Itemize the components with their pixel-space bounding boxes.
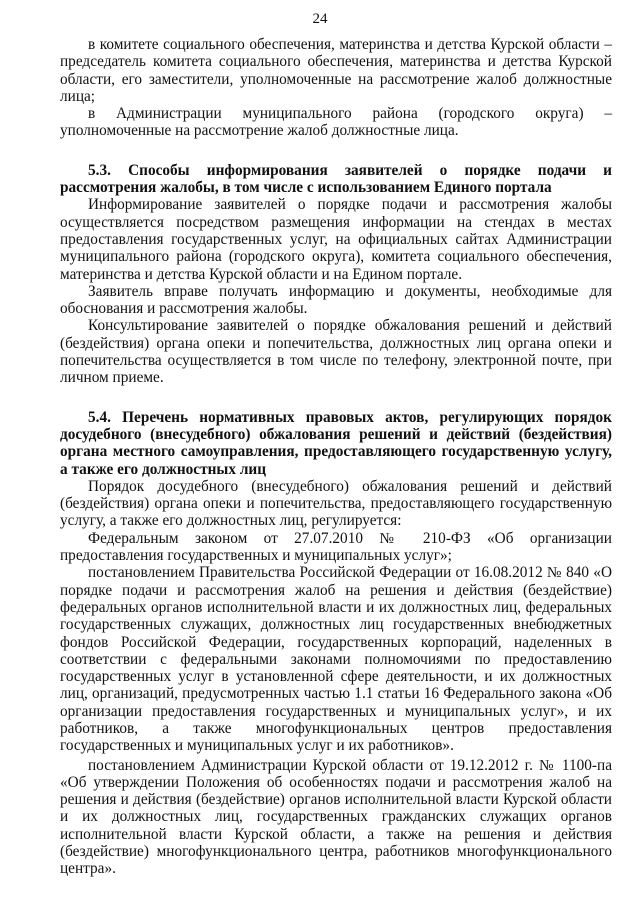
section-5-4-heading: 5.4. Перечень нормативных правовых актов, регулирующих порядок досудебного (внесудебного) обжалования решений и действий (бездействия) органа местного самоуправления, предоставляющего государственную услугу, а также его должностных лиц xyxy=(60,408,612,478)
page-number: 24 xyxy=(312,11,328,27)
document-body xyxy=(60,36,612,878)
paragraph-administration-officials: в Администрации муниципального района (городского округа) – уполномоченные на рассмотрение жалоб должностные лица. xyxy=(60,105,612,140)
section-5-3-paragraph-3: Консультирование заявителей о порядке обжалования решений и действий (бездействия) органа опеки и попечительства, должностных лиц органа опеки и попечительства осуществляется в том числе по телефону, электронной почте, при личном приеме. xyxy=(60,317,612,387)
section-5-4-paragraph-1: Порядок досудебного (внесудебного) обжалования решений и действий (бездействия) органа опеки и попечительства, предоставляющего государственную услугу, а также его должностных лиц, регулируется: xyxy=(60,477,612,530)
section-5-4-paragraph-4: постановлением Администрации Курской области от 19.12.2012 г. № 1100-па «Об утверждении Положения об особенностях подачи и рассмотрения жалоб на решения и действия (бездействие) органов исполнительной власти Курской области и их должностных лиц, государственных гражданских служащих органов исполнительной власти Курской области, а также на решения и действия (бездействие) многофункционального центра, работников многофункционального центра». xyxy=(60,756,612,878)
section-5-4-paragraph-2: Федеральным законом от 27.07.2010 № 210-ФЗ «Об организации предоставления государственных и муниципальных услуг»; xyxy=(60,529,612,565)
paragraph-committee-officials: в комитете социального обеспечения, материнства и детства Курской области – председатель комитета социального обеспечения, материнства и детства Курской области, его заместители, уполномоченные на рассмотрение жалоб должностные лица; xyxy=(60,36,612,105)
section-5-3-paragraph-2: Заявитель вправе получать информацию и документы, необходимые для обоснования и рассмотрения жалобы. xyxy=(60,282,612,318)
section-5-3-heading: 5.3. Способы информирования заявителей о порядке подачи и рассмотрения жалобы, в том числе с использованием Единого портала xyxy=(60,161,612,197)
section-5-4-paragraph-3: постановлением Правительства Российской Федерации от 16.08.2012 № 840 «О порядке подачи и рассмотрения жалоб на решения и действия (бездействие) федеральных органов исполнительной власти и их должностных лиц, федеральных государственных служащих, должностных лиц государственных внебюджетных фондов Российской Федерации, государственных корпораций, наделенных в соответствии с федеральными законами полномочиями по предоставлению государственных услуг в установленной сфере деятельности, и их должностных лиц, организаций, предусмотренных частью 1.1 статьи 16 Федерального закона «Об организации предоставления государственных и муниципальных услуг», и их работников, а также многофункциональных центров предоставления государственных и муниципальных услуг и их работников». xyxy=(60,564,612,755)
section-5-3-paragraph-1: Информирование заявителей о порядке подачи и рассмотрения жалобы осуществляется посредством размещения информации на стендах в местах предоставления государственных услуг, на официальных сайтах Администрации муниципального района (городского округа), комитета социального обеспечения, материнства и детства Курской области и на Едином портале. xyxy=(60,196,612,283)
